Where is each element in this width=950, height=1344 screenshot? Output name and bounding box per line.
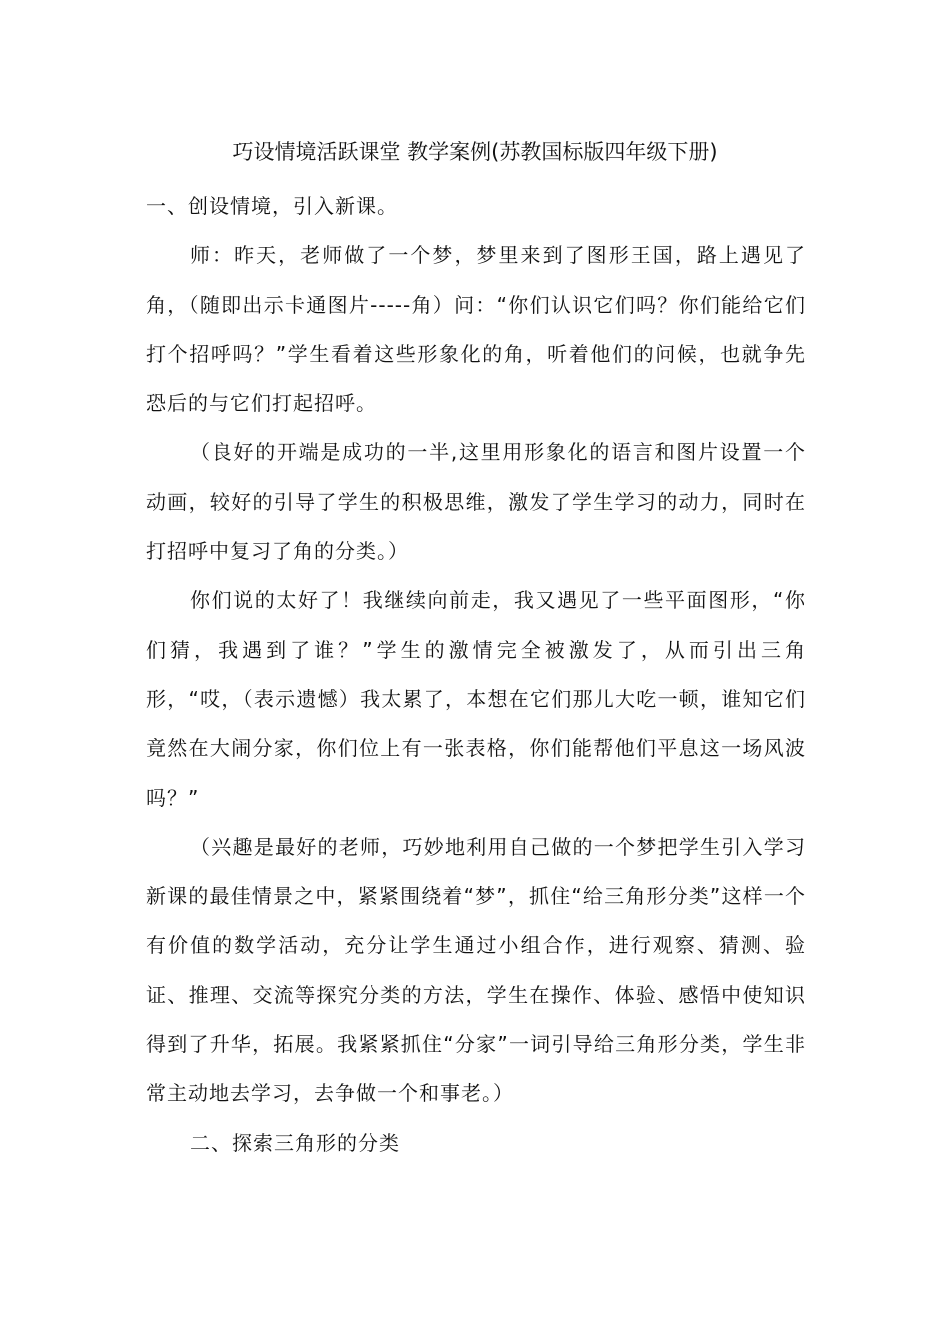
paragraph-1: 师：昨天，老师做了一个梦，梦里来到了图形王国，路上遇见了角，（随即出示卡通图片-----角）问：“你们认识它们吗？你们能给它们打个招呼吗？”学生看着这些形象化的角，听着他们的问候，也就争先恐后的与它们打起招呼。 [146, 243, 806, 416]
section-heading-2: 二、探索三角形的分类 [190, 1130, 400, 1155]
document-body [146, 182, 806, 1168]
paragraph-3: 你们说的太好了！我继续向前走，我又遇见了一些平面图形，“你们猜，我遇到了谁？”学生的激情完全被激发了，从而引出三角形，“哎，（表示遗憾）我太累了，本想在它们那儿大吃一顿，谁知它们竟然在大闹分家，你们位上有一张表格，你们能帮他们平息这一场风波吗？” [146, 588, 806, 810]
paragraph-4: （兴趣是最好的老师，巧妙地利用自己做的一个梦把学生引入学习新课的最佳情景之中，紧紧围绕着“梦”，抓住“给三角形分类”这样一个有价值的数学活动，充分让学生通过小组合作，进行观察、猜测、验证、推理、交流等探究分类的方法，学生在操作、体验、感悟中使知识得到了升华，拓展。我紧紧抓住“分家”一词引导给三角形分类，学生非常主动地去学习，去争做一个和事老。） [146, 834, 806, 1106]
paragraph-2: （良好的开端是成功的一半,这里用形象化的语言和图片设置一个动画，较好的引导了学生的积极思维，激发了学生学习的动力，同时在打招呼中复习了角的分类。） [146, 440, 806, 564]
document-title: 巧设情境活跃课堂 教学案例(苏教国标版四年级下册) [232, 140, 718, 164]
section-heading-1: 一、创设情境，引入新课。 [146, 194, 398, 218]
